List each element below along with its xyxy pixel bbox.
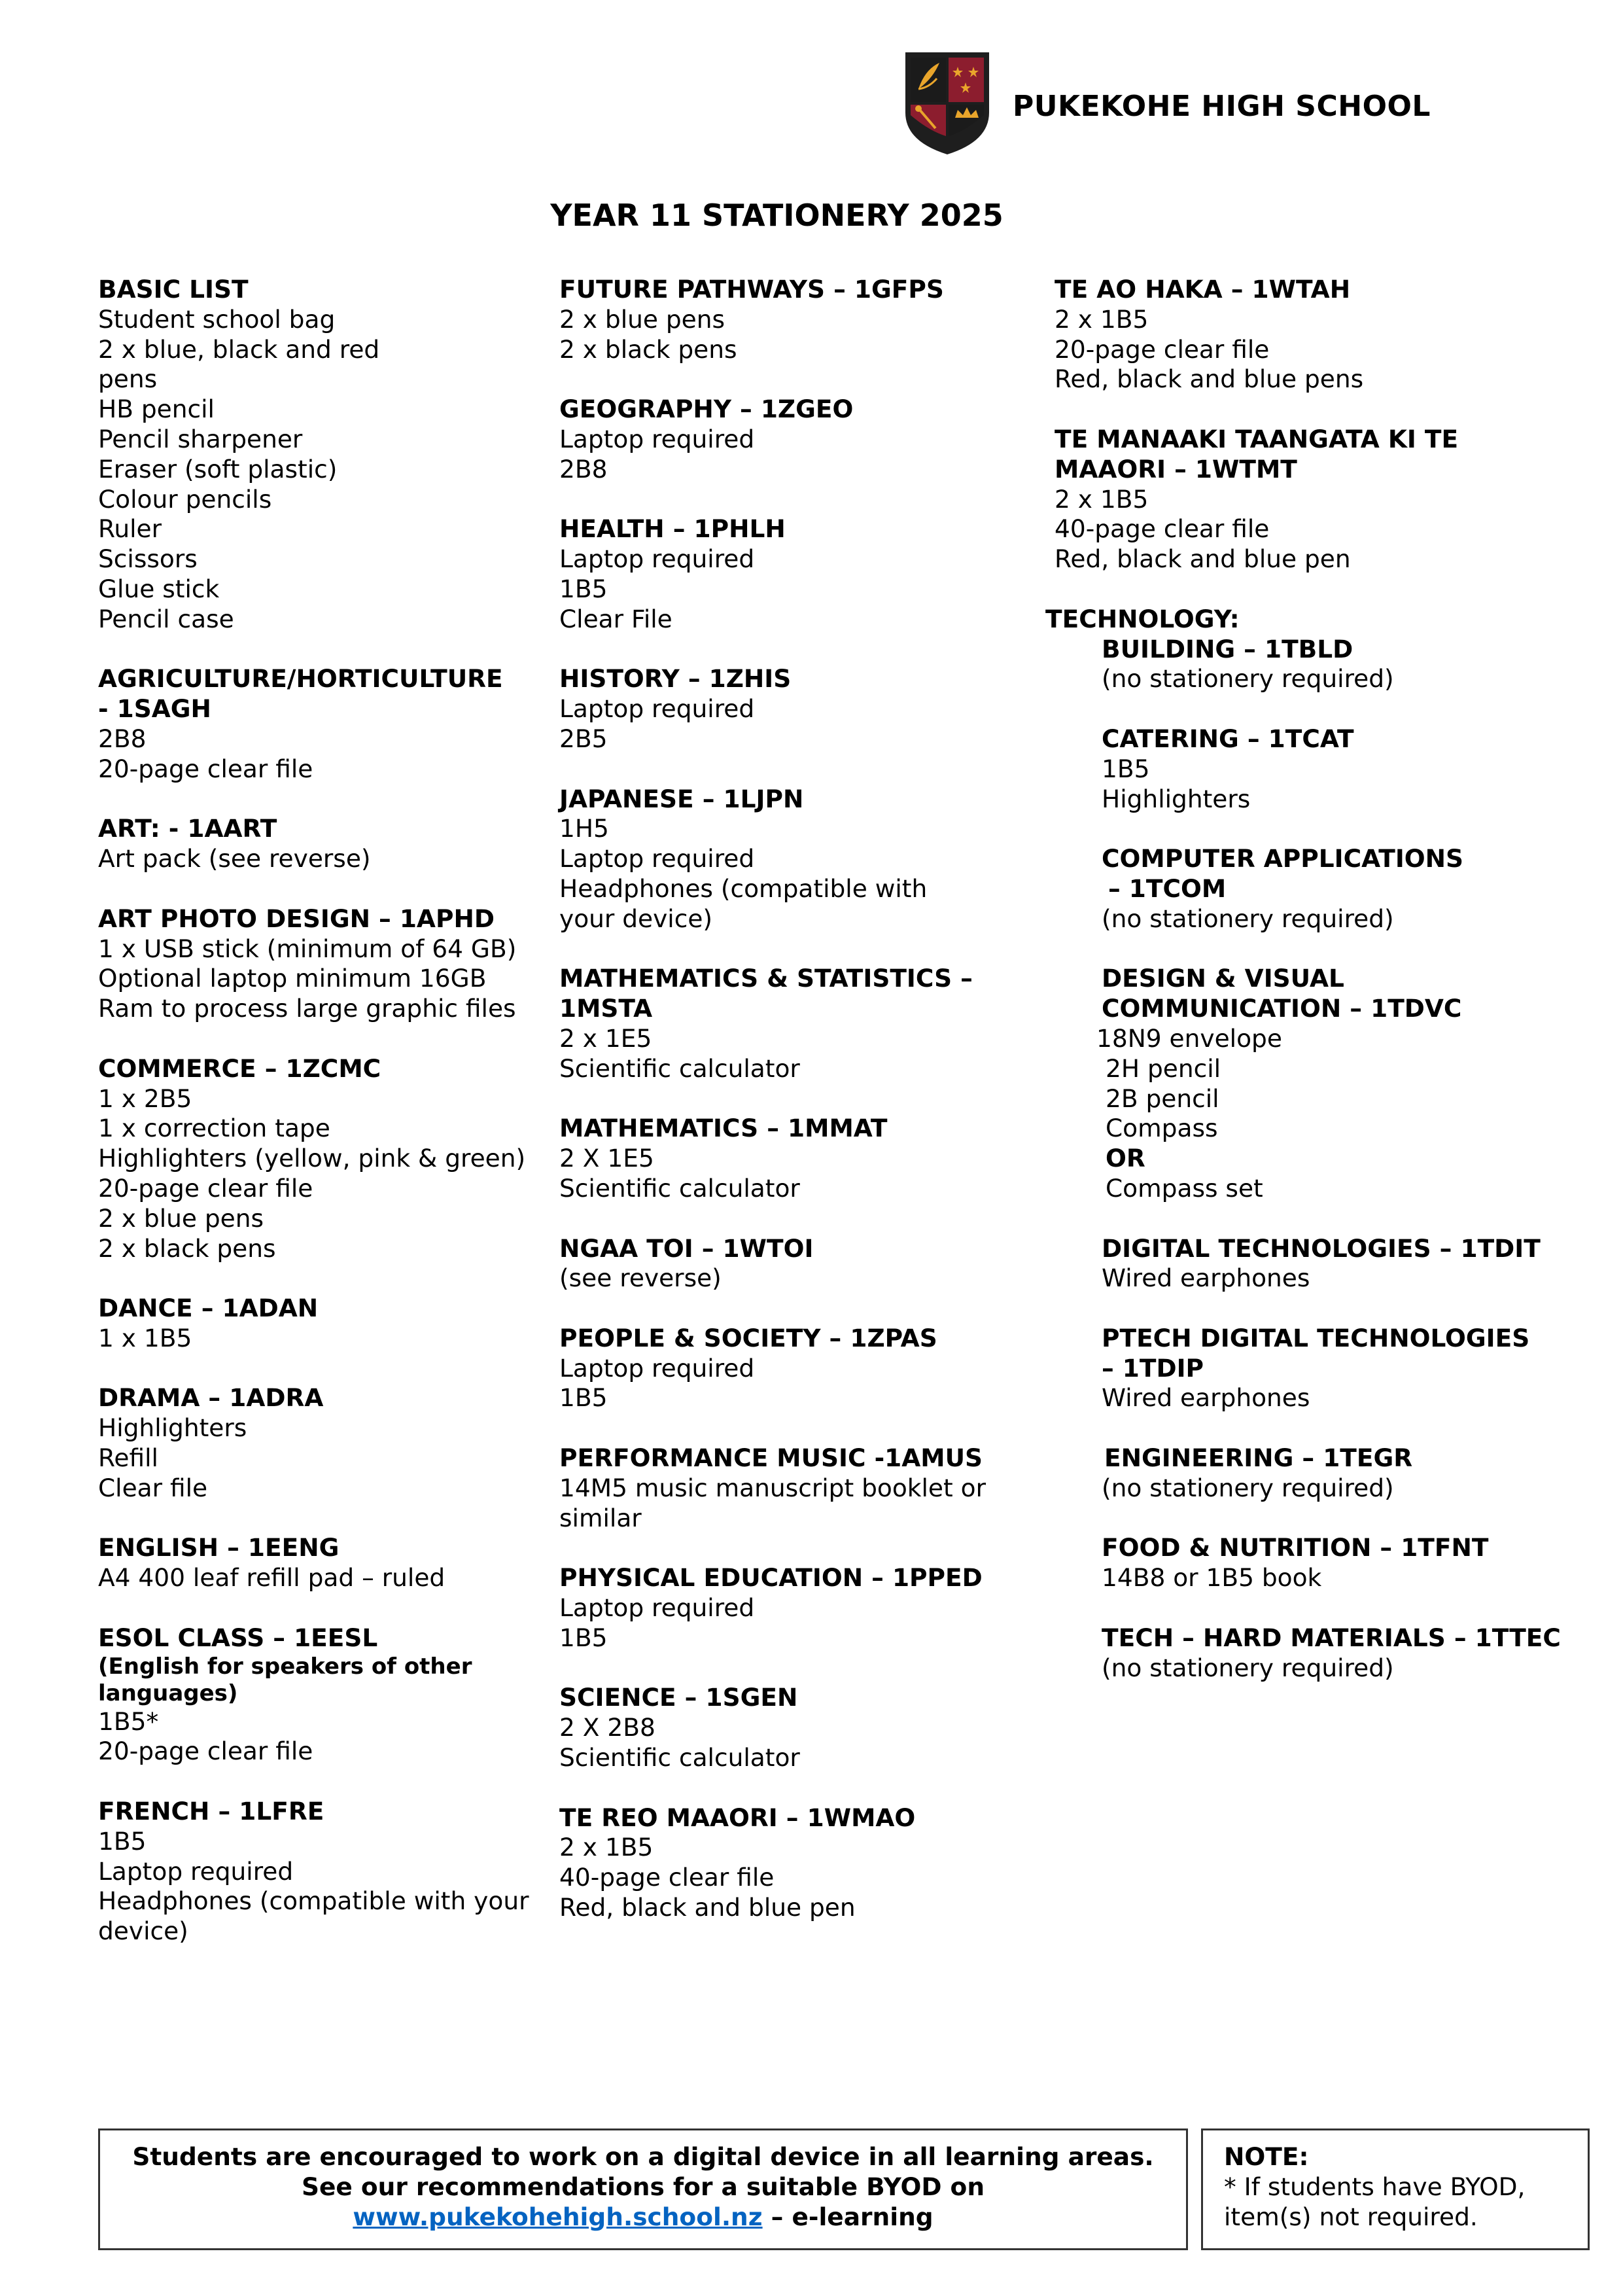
section-commerce — [98, 1054, 543, 1264]
link-suffix: – e-learning — [762, 2202, 934, 2231]
list-item: Highlighters — [98, 1413, 247, 1443]
section-dance — [98, 1294, 543, 1354]
section-computer-applications — [1102, 844, 1617, 934]
note-box — [1201, 2128, 1590, 2250]
list-item: 1B5 — [98, 1826, 147, 1856]
section-mathematics — [559, 1114, 1011, 1203]
section-maths-stats — [559, 964, 1011, 1084]
byod-line-3 — [100, 2202, 1186, 2232]
list-item: 1H5 — [559, 814, 609, 843]
section-art — [98, 814, 543, 874]
section-future-pathways — [559, 275, 1011, 364]
section-heading: NGAA TOI – 1WTOI — [559, 1233, 814, 1263]
list-item: Headphones (compatible with your device) — [98, 1886, 529, 1946]
school-website-link[interactable]: www.pukekohehigh.school.nz — [353, 2202, 763, 2231]
list-item: 2 x black pens — [98, 1233, 276, 1263]
list-item: Laptop required — [559, 844, 755, 874]
section-history — [559, 664, 1011, 754]
section-heading-code: COMMUNICATION – 1TDVC — [1102, 994, 1462, 1023]
section-heading: TE REO MAAORI – 1WMAO — [559, 1803, 916, 1832]
section-heading: TE MANAAKI TAANGATA KI TE — [1055, 424, 1459, 453]
list-item: 2 X 1E5 — [559, 1144, 654, 1173]
list-item: 1B5* — [98, 1706, 159, 1736]
section-heading: FOOD & NUTRITION – 1TFNT — [1102, 1533, 1489, 1563]
section-te-manaaki — [1055, 425, 1617, 574]
list-item: Laptop required — [559, 1593, 755, 1623]
list-item: Red, black and blue pens — [1055, 364, 1364, 394]
list-item: Compass — [1106, 1114, 1218, 1143]
technology-subsections — [1055, 635, 1617, 1684]
list-item: 2 x 1B5 — [559, 1833, 654, 1862]
list-item: 2 x blue pens — [98, 1203, 264, 1233]
section-agriculture — [98, 664, 543, 784]
section-heading: CATERING – 1TCAT — [1102, 724, 1354, 753]
section-te-ao-haka — [1055, 275, 1617, 395]
note-label: NOTE: — [1224, 2142, 1309, 2171]
list-item: Headphones (compatible with — [559, 874, 928, 903]
section-english — [98, 1533, 543, 1593]
section-te-reo-maaori — [559, 1803, 1011, 1923]
list-item: Wired earphones — [1102, 1263, 1310, 1293]
list-item: 1 x 2B5 — [98, 1084, 192, 1113]
list-item: Optional laptop minimum 16GB — [98, 964, 487, 993]
list-item: pens — [98, 364, 158, 394]
list-item: 1 x 1B5 — [98, 1323, 192, 1352]
section-food-nutrition — [1102, 1533, 1617, 1593]
list-item: 14B8 or 1B5 book — [1102, 1563, 1322, 1593]
list-item: (no stationery required) — [1102, 664, 1394, 694]
list-item: 14M5 music manuscript booklet or — [559, 1473, 986, 1502]
section-heading: FRENCH – 1LFRE — [98, 1797, 324, 1826]
page-header — [903, 50, 1431, 157]
page-title: YEAR 11 STATIONERY 2025 — [550, 198, 1003, 233]
section-heading: DESIGN & VISUAL — [1102, 964, 1344, 993]
list-item: 20-page clear file — [98, 754, 313, 783]
list-item: Clear file — [98, 1473, 208, 1502]
list-item: your device) — [559, 904, 713, 933]
section-digital-technologies — [1102, 1234, 1617, 1294]
list-item: 2 X 2B8 — [559, 1713, 655, 1742]
section-ptech-digital-technologies — [1102, 1324, 1617, 1413]
list-item: 20-page clear file — [1055, 334, 1270, 364]
technology-heading: TECHNOLOGY: — [1045, 604, 1240, 633]
section-heading: ART: - 1AART — [98, 814, 277, 843]
list-item: Laptop required — [98, 1856, 294, 1886]
list-item: 2 x 1B5 — [1055, 304, 1149, 334]
school-crest-logo — [903, 50, 992, 157]
list-item: (see reverse) — [559, 1263, 722, 1293]
section-heading: COMMERCE – 1ZCMC — [98, 1053, 381, 1083]
section-heading: ENGINEERING – 1TEGR — [1104, 1443, 1413, 1473]
section-catering — [1102, 724, 1617, 814]
list-item: Laptop required — [559, 424, 755, 453]
list-item: Scientific calculator — [559, 1173, 800, 1203]
section-heading: HEALTH – 1PHLH — [559, 514, 786, 544]
list-item: HB pencil — [98, 395, 215, 424]
list-item: 18N9 envelope — [1096, 1023, 1282, 1053]
list-item: A4 400 leaf refill pad – ruled — [98, 1563, 445, 1593]
section-heading-code: – 1TCOM — [1108, 874, 1227, 903]
list-item: (no stationery required) — [1102, 1653, 1394, 1682]
list-item: 1B5 — [1102, 754, 1150, 783]
byod-line-1: Students are encouraged to work on a digital device in all learning areas. — [132, 2142, 1154, 2171]
section-heading: DANCE – 1ADAN — [98, 1294, 319, 1323]
section-heading: BUILDING – 1TBLD — [1102, 634, 1353, 663]
school-name: PUKEKOHE HIGH SCHOOL — [1013, 89, 1431, 123]
section-heading: PHYSICAL EDUCATION – 1PPED — [559, 1563, 983, 1593]
column-2 — [559, 275, 1011, 1953]
section-heading: BASIC LIST — [98, 275, 249, 304]
section-heading: ESOL CLASS – 1EESL — [98, 1623, 378, 1652]
section-esol — [98, 1623, 543, 1767]
section-basic-list — [98, 275, 543, 635]
list-item: Clear File — [559, 604, 672, 633]
list-item: 2 x blue, black and red — [98, 334, 380, 364]
section-heading: DIGITAL TECHNOLOGIES – 1TDIT — [1102, 1233, 1541, 1263]
list-item: 1 x USB stick (minimum of 64 GB) — [98, 934, 517, 963]
section-design-visual-communication — [1096, 964, 1617, 1203]
list-item: Red, black and blue pen — [559, 1893, 856, 1922]
section-heading: ENGLISH – 1EENG — [98, 1533, 340, 1563]
column-3 — [1045, 275, 1617, 1713]
section-heading: AGRICULTURE/HORTICULTURE — [98, 664, 503, 694]
section-performance-music — [559, 1443, 1011, 1533]
list-item: Refill — [98, 1443, 158, 1473]
section-heading: TECH – HARD MATERIALS – 1TTEC — [1102, 1623, 1561, 1652]
list-item: Glue stick — [98, 574, 220, 603]
section-heading: COMPUTER APPLICATIONS — [1102, 844, 1464, 874]
byod-info-box — [98, 2128, 1188, 2250]
list-item: 2B8 — [559, 454, 608, 484]
list-item: 2B8 — [98, 724, 147, 753]
section-japanese — [559, 785, 1011, 934]
note-line-2: item(s) not required. — [1224, 2202, 1478, 2231]
section-heading: FUTURE PATHWAYS – 1GFPS — [559, 275, 944, 304]
list-item: Laptop required — [559, 694, 755, 724]
note-line-1: * If students have BYOD, — [1224, 2172, 1526, 2201]
list-item: 1B5 — [559, 1623, 608, 1652]
section-subheading: (English for speakers of other languages) — [98, 1653, 472, 1706]
list-item: Pencil sharpener — [98, 424, 303, 453]
section-science — [559, 1683, 1011, 1773]
section-heading: MATHEMATICS – 1MMAT — [559, 1114, 888, 1143]
section-building — [1102, 635, 1617, 695]
or-label: OR — [1106, 1144, 1145, 1173]
list-item: 2 x 1E5 — [559, 1023, 652, 1053]
section-health — [559, 514, 1011, 634]
section-heading: TE AO HAKA – 1WTAH — [1055, 275, 1351, 304]
list-item: Highlighters — [1102, 784, 1251, 813]
section-heading: HISTORY – 1ZHIS — [559, 664, 792, 694]
list-item: 2B5 — [559, 724, 608, 753]
list-item: Eraser (soft plastic) — [98, 454, 338, 484]
section-heading-code: - 1SAGH — [98, 694, 211, 724]
list-item: (no stationery required) — [1102, 904, 1394, 933]
section-engineering — [1102, 1443, 1617, 1504]
list-item: Colour pencils — [98, 484, 272, 514]
list-item: Ruler — [98, 514, 162, 544]
section-heading-code: 1MSTA — [559, 994, 653, 1023]
section-ngaa-toi — [559, 1234, 1011, 1294]
section-heading: PTECH DIGITAL TECHNOLOGIES — [1102, 1323, 1530, 1352]
section-physical-education — [559, 1563, 1011, 1653]
list-item: 1B5 — [559, 1383, 608, 1413]
list-item: Pencil case — [98, 604, 234, 633]
section-heading: SCIENCE – 1SGEN — [559, 1683, 798, 1712]
section-tech-hard-materials — [1102, 1623, 1617, 1684]
list-item: Wired earphones — [1102, 1383, 1310, 1413]
list-item: Scientific calculator — [559, 1743, 800, 1773]
section-french — [98, 1797, 543, 1947]
list-item: Highlighters (yellow, pink & green) — [98, 1144, 526, 1173]
section-heading: PEOPLE & SOCIETY – 1ZPAS — [559, 1323, 937, 1352]
section-heading-code: MAAORI – 1WTMT — [1055, 454, 1297, 484]
section-people-society — [559, 1324, 1011, 1413]
section-art-photo-design — [98, 904, 543, 1024]
list-item: 20-page clear file — [98, 1737, 313, 1766]
list-item: 2 x blue pens — [559, 304, 725, 334]
section-heading-code: – 1TDIP — [1102, 1353, 1204, 1383]
list-item: Laptop required — [559, 544, 755, 574]
section-geography — [559, 395, 1011, 484]
list-item: 1B5 — [559, 574, 608, 603]
byod-line-2: See our recommendations for a suitable BYOD on — [301, 2172, 985, 2201]
section-heading: ART PHOTO DESIGN – 1APHD — [98, 904, 495, 933]
list-item: 40-page clear file — [1055, 514, 1270, 544]
list-item: Scissors — [98, 544, 198, 574]
list-item: 1 x correction tape — [98, 1114, 330, 1143]
list-item: Student school bag — [98, 304, 336, 334]
column-1 — [98, 275, 543, 1977]
section-drama — [98, 1383, 543, 1503]
section-heading: MATHEMATICS & STATISTICS – — [559, 964, 973, 993]
list-item: 40-page clear file — [559, 1863, 775, 1892]
list-item: Scientific calculator — [559, 1053, 800, 1083]
list-item: 2B pencil — [1106, 1084, 1219, 1113]
list-item: similar — [559, 1503, 642, 1532]
section-heading: PERFORMANCE MUSIC -1AMUS — [559, 1443, 983, 1473]
list-item: (no stationery required) — [1102, 1473, 1394, 1502]
list-item: Ram to process large graphic files — [98, 994, 516, 1023]
list-item: Compass set — [1106, 1173, 1263, 1203]
list-item: 2 x 1B5 — [1055, 484, 1149, 514]
list-item: 2H pencil — [1106, 1053, 1221, 1083]
section-heading: DRAMA – 1ADRA — [98, 1383, 324, 1413]
list-item: 20-page clear file — [98, 1173, 313, 1203]
list-item: Art pack (see reverse) — [98, 844, 371, 874]
section-heading: JAPANESE – 1LJPN — [559, 784, 804, 813]
section-heading: GEOGRAPHY – 1ZGEO — [559, 395, 854, 424]
list-item: Red, black and blue pen — [1055, 544, 1351, 574]
list-item: 2 x black pens — [559, 334, 737, 364]
list-item: Laptop required — [559, 1353, 755, 1383]
